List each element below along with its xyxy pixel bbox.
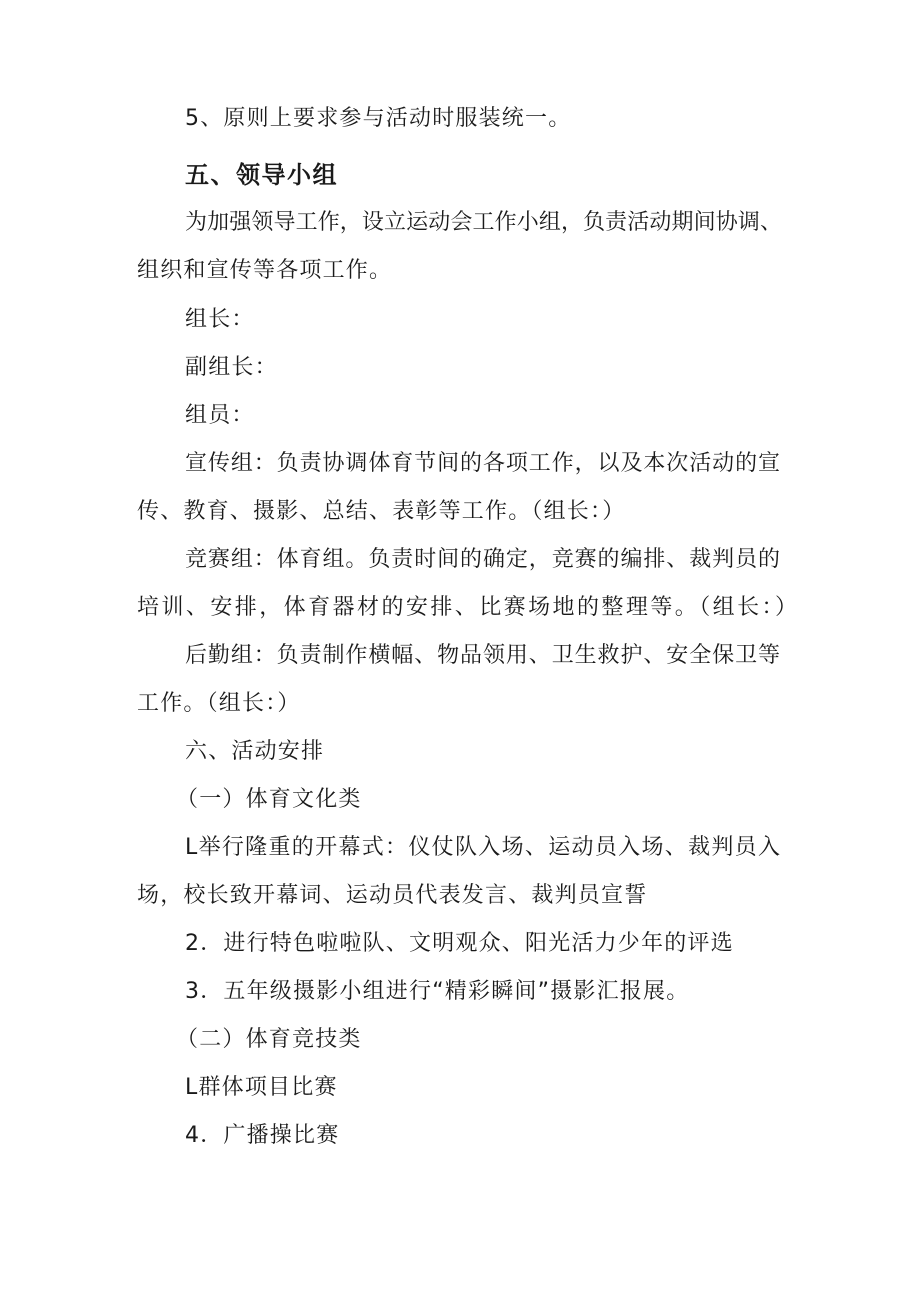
logistics-line-2: 工作。（组长：） xyxy=(137,691,301,716)
sports-item-4: 4．广播操比赛 xyxy=(185,1123,340,1148)
sports-item-1: L群体项目比赛 xyxy=(185,1075,338,1100)
culture-item-1-line-2: 场，校长致开幕词、运动员代表发言、裁判员宣誓 xyxy=(137,883,648,908)
section-6-heading: 六、活动安排 xyxy=(185,739,325,764)
subsection-2-heading: （二）体育竞技类 xyxy=(176,1027,362,1052)
competition-line-2: 培训、安排，体育器材的安排、比赛场地的整理等。（组长：） xyxy=(137,595,797,620)
culture-item-3: 3．五年级摄影小组进行“精彩瞬间”摄影汇报展。 xyxy=(185,979,690,1004)
deputy-leader-label: 副组长： xyxy=(185,355,278,380)
culture-item-2: 2．进行特色啦啦队、文明观众、阳光活力少年的评选 xyxy=(185,931,734,956)
members-label: 组员： xyxy=(185,403,255,428)
intro-line-2: 组织和宣传等各项工作。 xyxy=(137,258,393,283)
logistics-line-1: 后勤组：负责制作横幅、物品领用、卫生救护、安全保卫等 xyxy=(185,643,780,668)
publicity-line-2: 传、教育、摄影、总结、表彰等工作。（组长：） xyxy=(137,499,626,524)
subsection-1-heading: （一）体育文化类 xyxy=(176,787,362,812)
intro-line-1: 为加强领导工作，设立运动会工作小组，负责活动期间协调、 xyxy=(185,210,782,235)
leader-label: 组长： xyxy=(185,307,255,332)
culture-item-1-line-1: L举行隆重的开幕式：仪仗队入场、运动员入场、裁判员入 xyxy=(185,835,780,860)
publicity-line-1: 宣传组：负责协调体育节间的各项工作，以及本次活动的宣 xyxy=(185,451,780,476)
item-5-text: 5、原则上要求参与活动时服装统一。 xyxy=(185,106,572,131)
competition-line-1: 竞赛组：体育组。负责时间的确定，竞赛的编排、裁判员的 xyxy=(185,547,780,572)
section-5-heading: 五、领导小组 xyxy=(185,161,338,189)
